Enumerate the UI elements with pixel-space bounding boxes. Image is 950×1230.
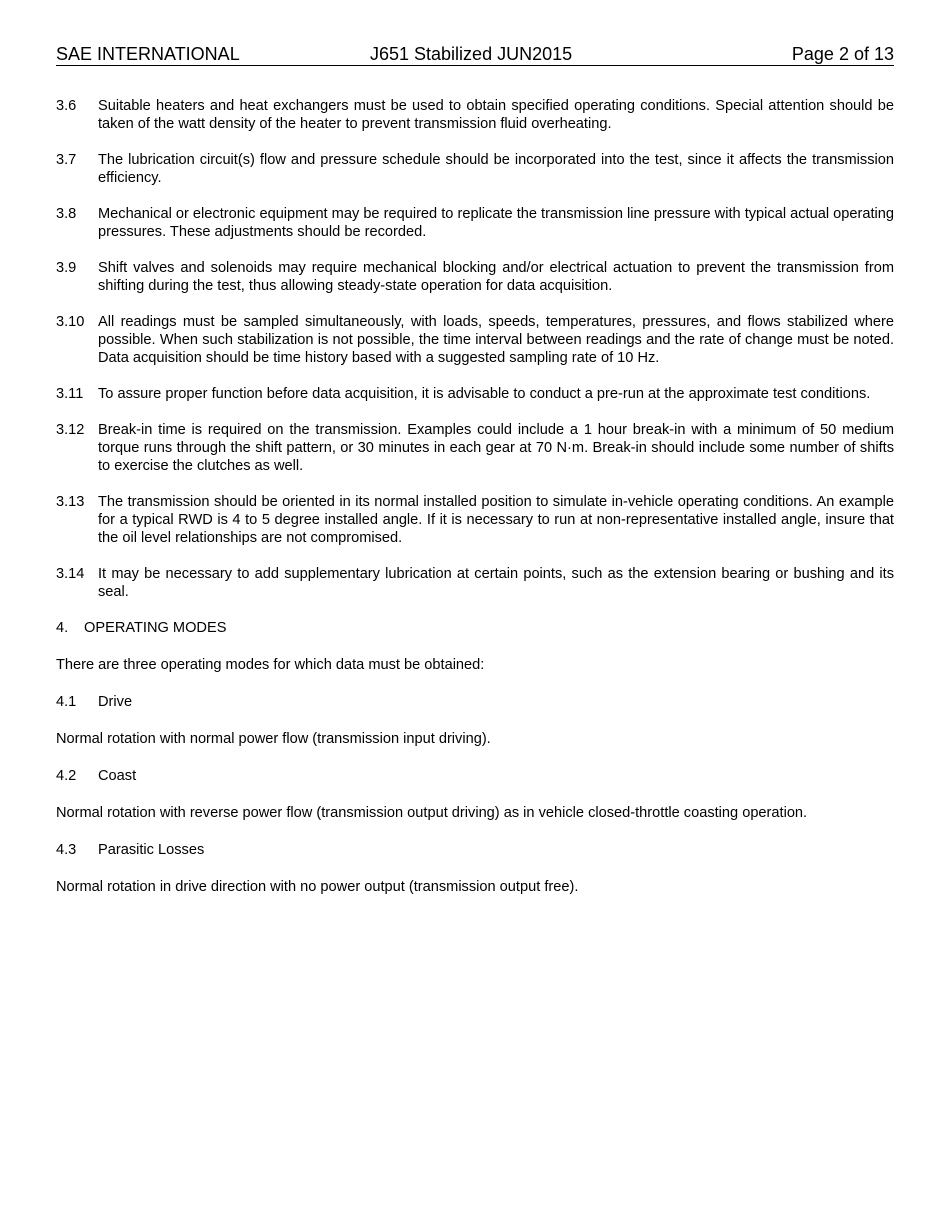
section-heading: [56, 619, 894, 637]
clause-number: 3.7: [56, 152, 77, 168]
section-intro: There are three operating modes for which data must be obtained:: [56, 657, 485, 673]
clause-3-8: [56, 205, 894, 241]
document-body: [56, 97, 894, 915]
clause-number: 3.12: [56, 422, 85, 438]
clause-text: The transmission should be oriented in its normal installed position to simulate in-vehicle operating conditions. An example for a typical RWD is 4 to 5 degree installed angle. If it is necessary to run at non-representative installed angle, insure that the oil level relationships are not compromised.: [98, 494, 894, 546]
clause-3-10: [56, 313, 894, 367]
clause-number: 3.10: [56, 314, 85, 330]
clause-text: All readings must be sampled simultaneously, with loads, speeds, temperatures, pressures, and flows stabilized where possible. When such stabilization is not possible, the time interval between readings and the rate of change must be noted. Data acquisition should be time history based with a suggested sampling rate of 10 Hz.: [98, 314, 894, 366]
clause-3-12: [56, 421, 894, 475]
clause-3-14: [56, 565, 894, 601]
clause-text: To assure proper function before data acquisition, it is advisable to conduct a pre-run at the approximate test conditions.: [98, 386, 871, 402]
header-organization: SAE INTERNATIONAL: [56, 44, 240, 64]
subsection-heading-coast: [56, 767, 894, 785]
subsection-number: 4.1: [56, 694, 77, 710]
clause-number: 3.14: [56, 566, 85, 582]
section-number: 4.: [56, 620, 69, 636]
subsection-heading-parasitic-losses: [56, 841, 894, 859]
section-title: OPERATING MODES: [84, 620, 227, 636]
clause-text: Shift valves and solenoids may require mechanical blocking and/or electrical actuation to prevent the transmission from shifting during the test, thus allowing steady-state operation for data acquisition.: [98, 260, 894, 294]
header-document-id: J651 Stabilized JUN2015: [370, 44, 573, 64]
subsection-title: Drive: [98, 694, 133, 710]
subsection-heading-drive: [56, 693, 894, 711]
clause-3-11: [56, 385, 894, 403]
clause-number: 3.11: [56, 386, 84, 402]
clause-text: It may be necessary to add supplementary lubrication at certain points, such as the extension bearing or bushing and its seal.: [98, 566, 894, 600]
subsection-number: 4.2: [56, 768, 77, 784]
clause-text: Break-in time is required on the transmission. Examples could include a 1 hour break-in with a minimum of 50 medium torque runs through the shift pattern, or 30 minutes in each gear at 70 N·m. Break-in should include some number of shifts to exercise the clutches as well.: [98, 422, 894, 474]
clause-text: Suitable heaters and heat exchangers must be used to obtain specified operating conditions. Special attention should be taken of the watt density of the heater to prevent transmission fluid overheating.: [98, 98, 894, 132]
clause-3-13: [56, 493, 894, 547]
subsection-text-parasitic-losses: Normal rotation in drive direction with no power output (transmission output free).: [56, 879, 579, 895]
clause-number: 3.6: [56, 98, 77, 114]
clause-3-6: [56, 97, 894, 133]
clause-number: 3.13: [56, 494, 85, 510]
clause-number: 3.8: [56, 206, 77, 222]
clause-number: 3.9: [56, 260, 77, 276]
subsection-text-coast: Normal rotation with reverse power flow (transmission output driving) as in vehicle closed-throttle coasting operation.: [56, 805, 808, 821]
clause-text: Mechanical or electronic equipment may be required to replicate the transmission line pressure with typical actual operating pressures. These adjustments should be recorded.: [98, 206, 894, 240]
header-page-number: Page 2 of 13: [791, 44, 894, 64]
subsection-title: Coast: [98, 768, 137, 784]
subsection-title: Parasitic Losses: [98, 842, 205, 858]
clause-text: The lubrication circuit(s) flow and pressure schedule should be incorporated into the test, since it affects the transmission efficiency.: [98, 152, 894, 186]
subsection-text-drive: Normal rotation with normal power flow (transmission input driving).: [56, 731, 491, 747]
page-header: [56, 43, 894, 66]
subsection-number: 4.3: [56, 842, 77, 858]
clause-3-7: [56, 151, 894, 187]
clause-3-9: [56, 259, 894, 295]
